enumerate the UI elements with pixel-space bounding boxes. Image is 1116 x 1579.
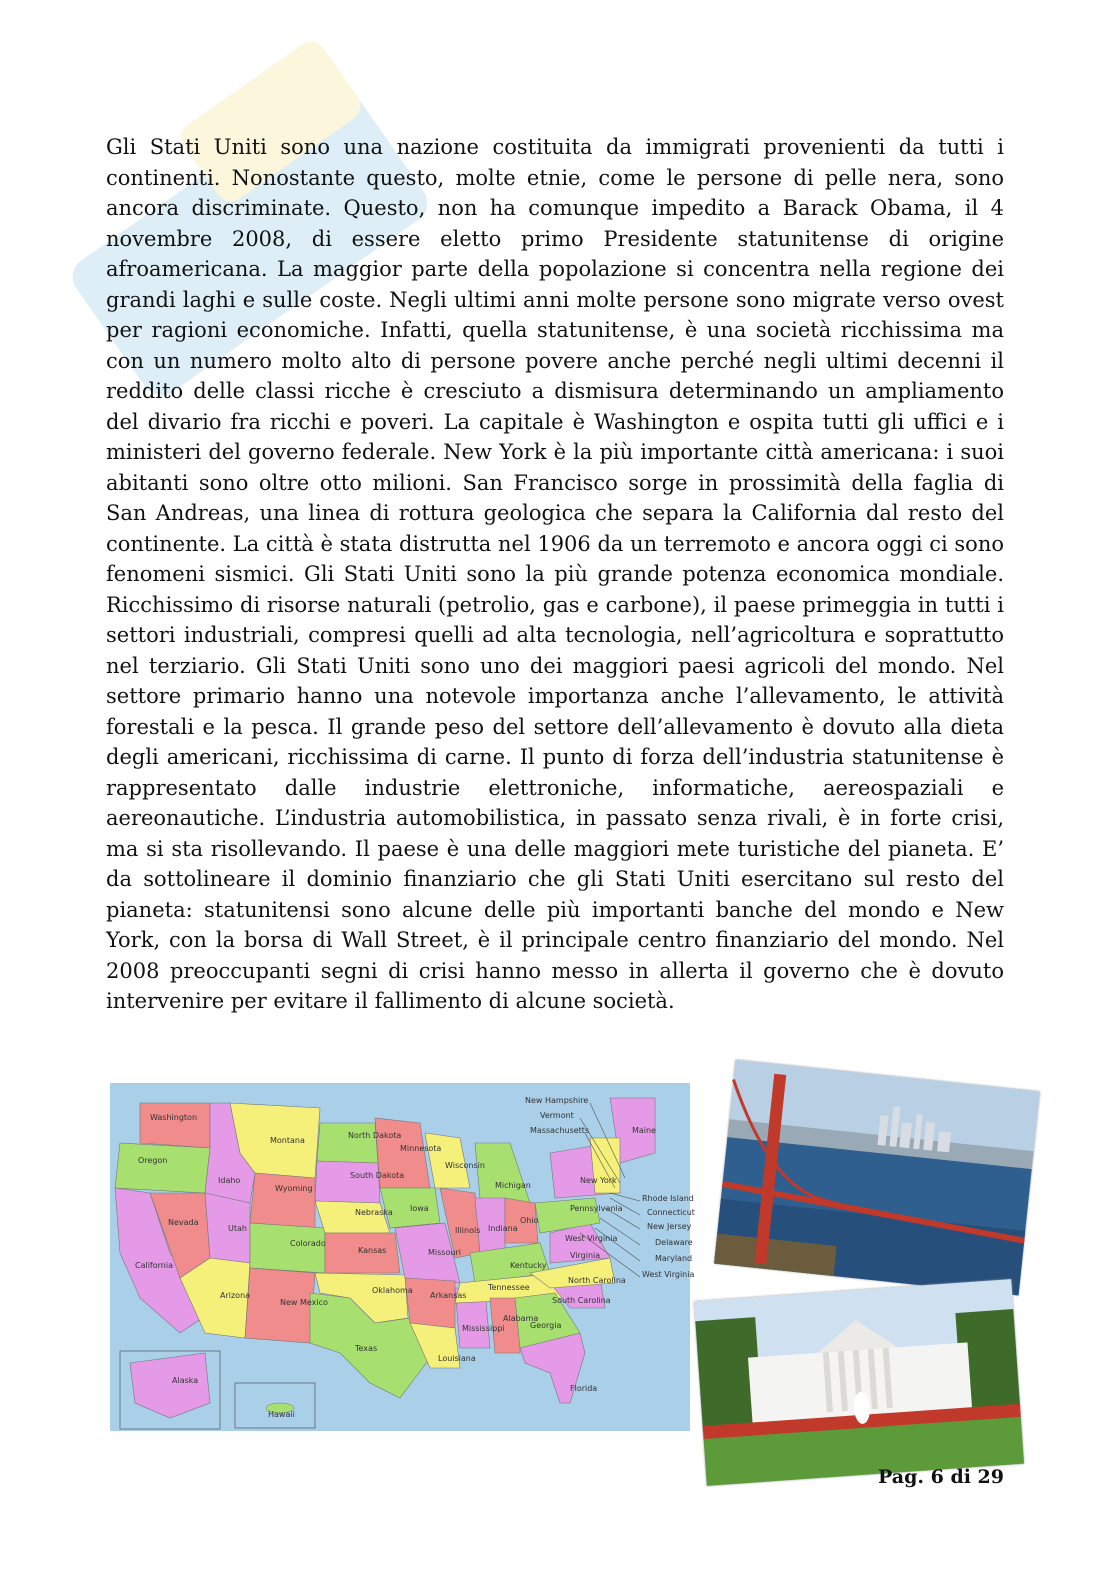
map-state-label: Pennsylvania [570, 1204, 623, 1213]
map-state-label: Maine [632, 1126, 657, 1135]
map-callout-label: Delaware [655, 1238, 693, 1247]
map-state-label: Missouri [428, 1248, 461, 1257]
usa-map [110, 1083, 695, 1431]
map-callout-label: New Hampshire [525, 1096, 589, 1105]
map-state-label: Louisiana [438, 1354, 476, 1363]
map-state-label: Kansas [358, 1246, 387, 1255]
map-state-label: Arkansas [430, 1291, 467, 1300]
map-state-label: Nebraska [355, 1208, 393, 1217]
map-callout-label: Maryland [655, 1254, 693, 1263]
map-state-label: Oregon [138, 1156, 168, 1165]
map-state-label: Florida [570, 1384, 598, 1393]
map-callout-label: Connecticut [647, 1208, 695, 1217]
map-state-label: Indiana [488, 1224, 518, 1233]
map-state-label: Utah [228, 1224, 247, 1233]
map-state-label: New Mexico [280, 1298, 328, 1307]
map-state-label: Wyoming [275, 1184, 313, 1193]
map-state-label: Iowa [410, 1204, 429, 1213]
map-callout-label: Vermont [540, 1111, 574, 1120]
map-state-label: South Carolina [552, 1296, 611, 1305]
map-state-label: Arizona [220, 1291, 251, 1300]
map-state-label: Minnesota [400, 1144, 442, 1153]
map-state-label: Georgia [530, 1321, 562, 1330]
map-state-label: Tennessee [488, 1283, 530, 1292]
map-state-label: South Dakota [350, 1171, 405, 1180]
map-state-label: Alaska [172, 1376, 199, 1385]
map-state-label: Virginia [570, 1251, 601, 1260]
map-state-label: New York [580, 1176, 617, 1185]
map-callout-label: West Virginia [642, 1270, 695, 1279]
map-state-label: West Virginia [565, 1234, 618, 1243]
map-state-label: Nevada [168, 1218, 199, 1227]
map-state-label: Montana [270, 1136, 305, 1145]
map-state-label: Washington [150, 1113, 198, 1122]
page-number: Pag. 6 di 29 [878, 1466, 1004, 1488]
map-state-label: Texas [355, 1344, 378, 1353]
map-callout-label: Massachusetts [530, 1126, 590, 1135]
map-state-label: Michigan [495, 1181, 531, 1190]
map-callout-label: Rhode Island [642, 1194, 694, 1203]
map-state-label: Illinois [455, 1226, 481, 1235]
map-state-label: Alabama [503, 1314, 539, 1323]
body-paragraph: Gli Stati Uniti sono una nazione costituita da immigrati provenienti da tutti i continenti. Nonostante questo, molte etnie, come le persone di pelle nera, sono ancora discriminate. Questo, non ha comunque impedito a Barack Obama, il 4 novembre 2008, di essere eletto primo Presidente statunitense di origine afroamericana. La maggior parte della popolazione si concentra nella regione dei grandi laghi e sulle coste. Negli ultimi anni molte persone sono migrate verso ovest per ragioni economiche. Infatti, quella statunitense, è una società ricchissima ma con un numero molto alto di persone povere anche perché negli ultimi decenni il reddito delle classi ricche è cresciuto a dismisura determinando un ampliamento del divario fra ricchi e poveri. La capitale è Washington e ospita tutti gli uffici e i ministeri del governo federale. New York è la più importante città americana: i suoi abitanti sono oltre otto milioni. San Francisco sorge in prossimità della faglia di San Andreas, una linea di rottura geologica che separa la California dal resto del continente. La città è stata distrutta nel 1906 da un terremoto e ancora oggi ci sono fenomeni sismici. Gli Stati Uniti sono la più grande potenza economica mondiale. Ricchissimo di risorse naturali (petrolio, gas e carbone), il paese primeggia in tutti i settori industriali, compresi quelli ad alta tecnologia, nell’agricoltura e soprattutto nel terziario. Gli Stati Uniti sono uno dei maggiori paesi agricoli del mondo. Nel settore primario hanno una notevole importanza anche l’allevamento, le attività forestali e la pesca. Il grande peso del settore dell’allevamento è dovuto alla dieta degli americani, ricchissima di carne. Il punto di forza dell’industria statunitense è rappresentato dalle industrie elettroniche, informatiche, aereospaziali e aereonautiche. L’industria automobilistica, in passato senza rivali, è in forte crisi, ma si sta risollevando. Il paese è una delle maggiori mete turistiche del pianeta. E’ da sottolineare il dominio finanziario che gli Stati Uniti esercitano sul resto del pianeta: statunitensi sono alcune delle più importanti banche del mondo e New York, con la borsa di Wall Street, è il principale centro finanziario del mondo. Nel 2008 preoccupanti segni di crisi hanno messo in allerta il governo che è dovuto intervenire per evitare il fallimento di alcune società. [106, 135, 1004, 1013]
map-state-label: Oklahoma [372, 1286, 413, 1295]
golden-gate-photo [714, 1060, 1040, 1296]
map-callout-label: New Jersey [647, 1222, 692, 1231]
map-state-label: Ohio [520, 1216, 539, 1225]
map-state-label: Idaho [218, 1176, 241, 1185]
map-state-label: North Carolina [568, 1276, 626, 1285]
map-state-label: California [135, 1261, 173, 1270]
map-state-label: Kentucky [510, 1261, 547, 1270]
map-state-label: Wisconsin [445, 1161, 485, 1170]
white-house-photo [694, 1279, 1024, 1486]
map-state-label: Colorado [290, 1239, 326, 1248]
map-state-label: Mississippi [462, 1324, 505, 1333]
map-state-label: Hawaii [268, 1410, 295, 1419]
map-state-label: North Dakota [348, 1131, 402, 1140]
